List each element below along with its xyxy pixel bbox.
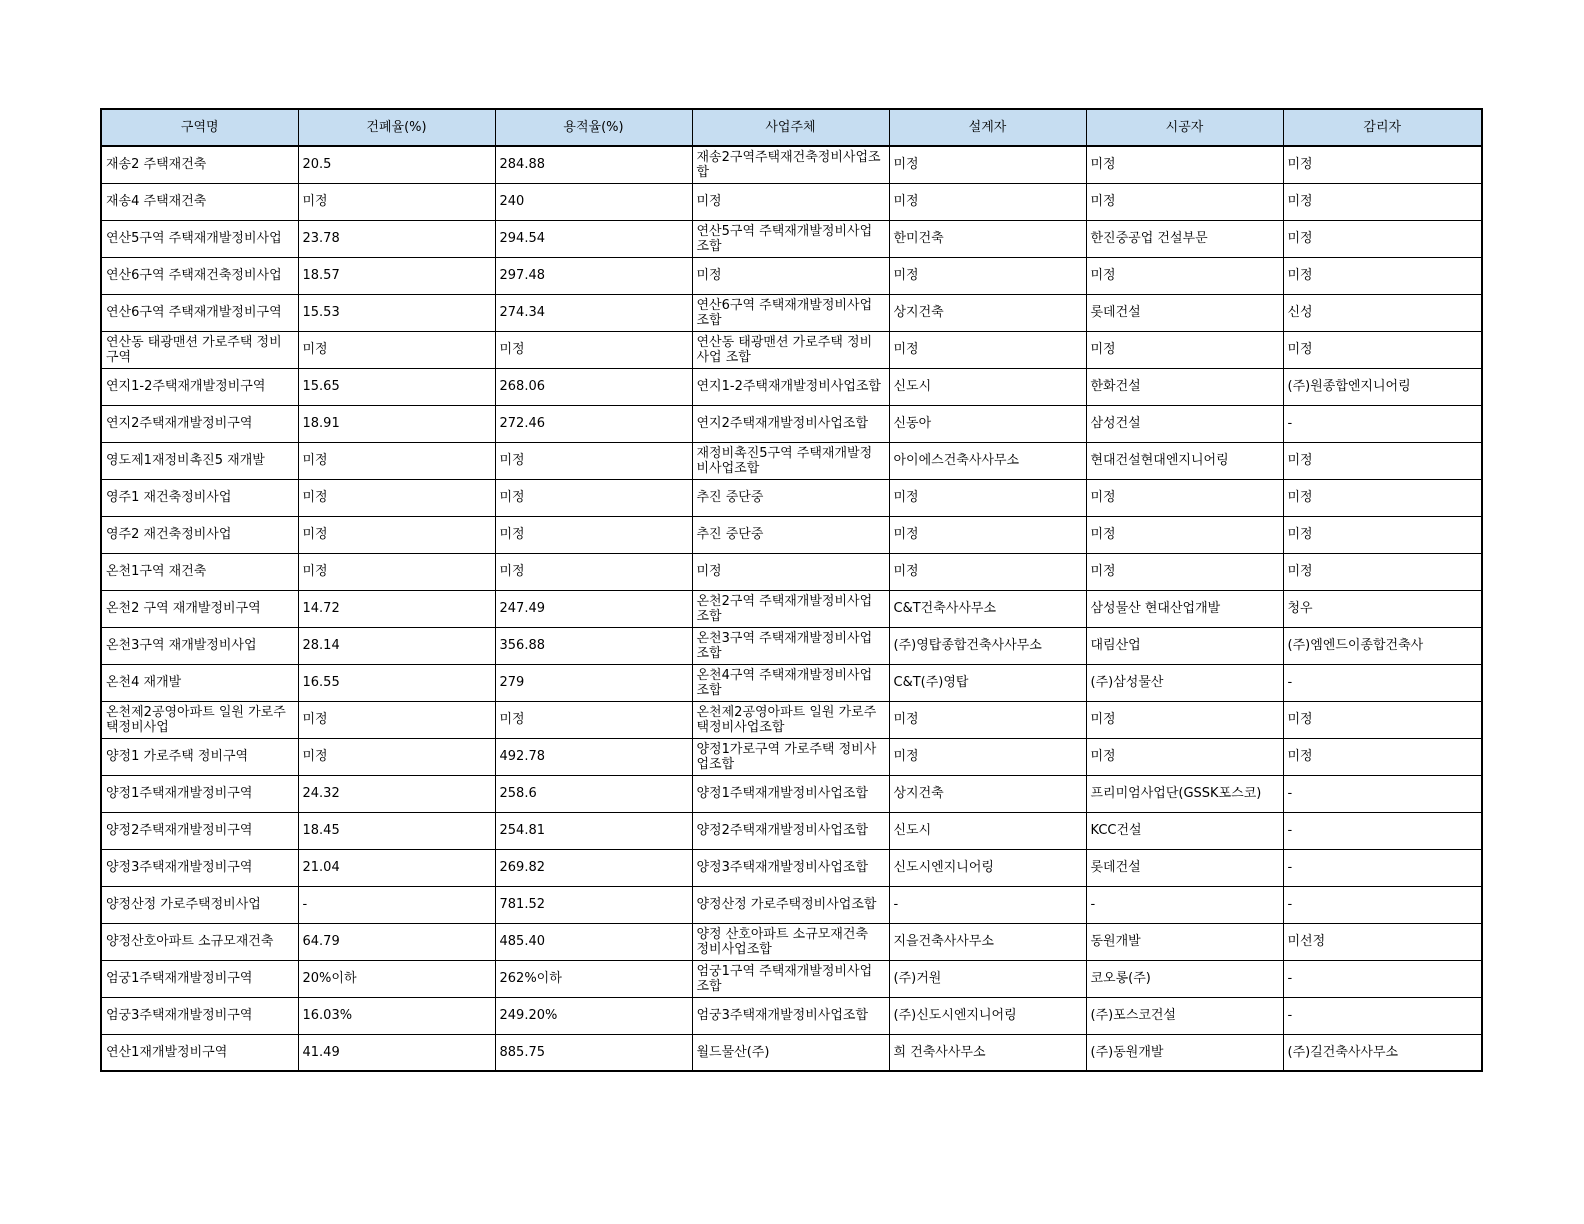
document-page [100,108,1481,1072]
cell-designer: 신도시 [889,812,1086,849]
cell-coverage-ratio: 미정 [298,701,495,738]
cell-coverage-ratio: 미정 [298,183,495,220]
cell-supervisor: 미정 [1283,479,1482,516]
cell-floor-area-ratio: 268.06 [495,368,692,405]
cell-designer: (주)영탑종합건축사사무소 [889,627,1086,664]
cell-designer: 지을건축사사무소 [889,923,1086,960]
table-row [101,849,1482,886]
cell-coverage-ratio: 미정 [298,516,495,553]
cell-supervisor: 미정 [1283,516,1482,553]
cell-contractor: 미정 [1086,257,1283,294]
cell-district: 온천3구역 재개발정비사업 [101,627,298,664]
cell-coverage-ratio: 미정 [298,553,495,590]
table-header-row [101,109,1482,146]
cell-contractor: (주)삼성물산 [1086,664,1283,701]
cell-supervisor: - [1283,960,1482,997]
cell-supervisor: - [1283,664,1482,701]
header-coverage-ratio: 건폐율(%) [298,109,495,146]
cell-project-owner: 양정1가로구역 가로주택 정비사업조합 [692,738,889,775]
cell-coverage-ratio: 28.14 [298,627,495,664]
cell-designer: 상지건축 [889,294,1086,331]
table-row [101,405,1482,442]
header-contractor: 시공자 [1086,109,1283,146]
cell-project-owner: 추진 중단중 [692,516,889,553]
cell-floor-area-ratio: 284.88 [495,146,692,183]
cell-designer: 미정 [889,146,1086,183]
cell-project-owner: 추진 중단중 [692,479,889,516]
header-designer: 설계자 [889,109,1086,146]
cell-project-owner: 월드물산(주) [692,1034,889,1071]
cell-floor-area-ratio: 262%이하 [495,960,692,997]
cell-designer: (주)신도시엔지니어링 [889,997,1086,1034]
table-row [101,997,1482,1034]
cell-project-owner: 연산5구역 주택재개발정비사업조합 [692,220,889,257]
cell-designer: 미정 [889,183,1086,220]
cell-district: 양정3주택재개발정비구역 [101,849,298,886]
table-row [101,553,1482,590]
cell-supervisor: 미정 [1283,738,1482,775]
cell-contractor: 한화건설 [1086,368,1283,405]
cell-designer: 미정 [889,738,1086,775]
cell-designer: 미정 [889,553,1086,590]
cell-designer: 미정 [889,257,1086,294]
cell-supervisor: (주)원종합엔지니어링 [1283,368,1482,405]
table-row [101,590,1482,627]
cell-project-owner: 재송2구역주택재건축정비사업조합 [692,146,889,183]
table-row [101,775,1482,812]
cell-project-owner: 연산6구역 주택재개발정비사업조합 [692,294,889,331]
cell-supervisor: 미정 [1283,220,1482,257]
table-row [101,516,1482,553]
cell-floor-area-ratio: 269.82 [495,849,692,886]
table-row [101,294,1482,331]
cell-contractor: 미정 [1086,331,1283,368]
cell-project-owner: 미정 [692,257,889,294]
table-row [101,738,1482,775]
cell-floor-area-ratio: 미정 [495,553,692,590]
cell-district: 연지1-2주택재개발정비구역 [101,368,298,405]
cell-contractor: 현대건설현대엔지니어링 [1086,442,1283,479]
cell-district: 양정산호아파트 소규모재건축 [101,923,298,960]
cell-coverage-ratio: 미정 [298,479,495,516]
cell-district: 양정2주택재개발정비구역 [101,812,298,849]
cell-supervisor: 미정 [1283,442,1482,479]
cell-floor-area-ratio: 272.46 [495,405,692,442]
cell-supervisor: 미정 [1283,183,1482,220]
cell-contractor: 미정 [1086,738,1283,775]
cell-coverage-ratio: 20.5 [298,146,495,183]
cell-contractor: (주)포스코건설 [1086,997,1283,1034]
cell-supervisor: (주)길건축사사무소 [1283,1034,1482,1071]
cell-coverage-ratio: 16.03% [298,997,495,1034]
cell-designer: 미정 [889,516,1086,553]
cell-district: 온천1구역 재건축 [101,553,298,590]
table-row [101,479,1482,516]
cell-coverage-ratio: 20%이하 [298,960,495,997]
cell-contractor: 대림산업 [1086,627,1283,664]
cell-floor-area-ratio: 885.75 [495,1034,692,1071]
cell-floor-area-ratio: 240 [495,183,692,220]
cell-district: 연산동 태광맨션 가로주택 정비구역 [101,331,298,368]
cell-coverage-ratio: 미정 [298,738,495,775]
cell-coverage-ratio: 15.65 [298,368,495,405]
cell-contractor: 한진중공업 건설부문 [1086,220,1283,257]
cell-coverage-ratio: 14.72 [298,590,495,627]
cell-project-owner: 온천제2공영아파트 일원 가로주택정비사업조합 [692,701,889,738]
cell-floor-area-ratio: 258.6 [495,775,692,812]
header-floor-area-ratio: 용적율(%) [495,109,692,146]
cell-contractor: 롯데건설 [1086,849,1283,886]
cell-district: 연산6구역 주택재건축정비사업 [101,257,298,294]
cell-designer: 희 건축사사무소 [889,1034,1086,1071]
cell-designer: 미정 [889,701,1086,738]
cell-supervisor: 청우 [1283,590,1482,627]
cell-coverage-ratio: 15.53 [298,294,495,331]
cell-floor-area-ratio: 254.81 [495,812,692,849]
cell-contractor: 동원개발 [1086,923,1283,960]
cell-supervisor: - [1283,849,1482,886]
cell-floor-area-ratio: 미정 [495,479,692,516]
table-row [101,701,1482,738]
cell-contractor: 코오롱(주) [1086,960,1283,997]
cell-floor-area-ratio: 247.49 [495,590,692,627]
cell-coverage-ratio: 21.04 [298,849,495,886]
cell-project-owner: 엄궁3주택재개발정비사업조합 [692,997,889,1034]
cell-coverage-ratio: 미정 [298,331,495,368]
cell-contractor: - [1086,886,1283,923]
cell-coverage-ratio: 23.78 [298,220,495,257]
cell-designer: (주)거원 [889,960,1086,997]
cell-coverage-ratio: 18.45 [298,812,495,849]
cell-contractor: 롯데건설 [1086,294,1283,331]
cell-floor-area-ratio: 미정 [495,701,692,738]
cell-designer: - [889,886,1086,923]
cell-project-owner: 양정3주택재개발정비사업조합 [692,849,889,886]
cell-district: 영도제1재정비촉진5 재개발 [101,442,298,479]
cell-project-owner: 양정 산호아파트 소규모재건축 정비사업조합 [692,923,889,960]
header-project-owner: 사업주체 [692,109,889,146]
cell-project-owner: 온천4구역 주택재개발정비사업조합 [692,664,889,701]
cell-contractor: 미정 [1086,146,1283,183]
cell-designer: C&T건축사사무소 [889,590,1086,627]
cell-floor-area-ratio: 294.54 [495,220,692,257]
cell-supervisor: - [1283,997,1482,1034]
cell-floor-area-ratio: 485.40 [495,923,692,960]
cell-contractor: 미정 [1086,516,1283,553]
cell-contractor: KCC건설 [1086,812,1283,849]
table-row [101,331,1482,368]
cell-designer: 신도시엔지니어링 [889,849,1086,886]
cell-district: 온천2 구역 재개발정비구역 [101,590,298,627]
cell-contractor: 미정 [1086,479,1283,516]
cell-floor-area-ratio: 356.88 [495,627,692,664]
cell-supervisor: - [1283,812,1482,849]
cell-supervisor: 미정 [1283,146,1482,183]
cell-district: 엄궁1주택재개발정비구역 [101,960,298,997]
header-district: 구역명 [101,109,298,146]
cell-project-owner: 온천3구역 주택재개발정비사업조합 [692,627,889,664]
cell-supervisor: 미정 [1283,701,1482,738]
table-row [101,368,1482,405]
cell-coverage-ratio: - [298,886,495,923]
cell-designer: C&T(주)영탑 [889,664,1086,701]
cell-designer: 아이에스건축사사무소 [889,442,1086,479]
cell-contractor: 미정 [1086,701,1283,738]
cell-supervisor: 미정 [1283,331,1482,368]
table-row [101,442,1482,479]
cell-contractor: (주)동원개발 [1086,1034,1283,1071]
cell-designer: 미정 [889,479,1086,516]
cell-project-owner: 온천2구역 주택재개발정비사업조합 [692,590,889,627]
cell-district: 온천제2공영아파트 일원 가로주택정비사업 [101,701,298,738]
cell-coverage-ratio: 미정 [298,442,495,479]
cell-coverage-ratio: 18.91 [298,405,495,442]
cell-district: 연산1재개발정비구역 [101,1034,298,1071]
table-row [101,664,1482,701]
cell-floor-area-ratio: 297.48 [495,257,692,294]
cell-supervisor: 신성 [1283,294,1482,331]
cell-floor-area-ratio: 781.52 [495,886,692,923]
cell-supervisor: - [1283,886,1482,923]
cell-project-owner: 미정 [692,553,889,590]
cell-project-owner: 엄궁1구역 주택재개발정비사업조합 [692,960,889,997]
cell-floor-area-ratio: 미정 [495,442,692,479]
cell-district: 온천4 재개발 [101,664,298,701]
cell-project-owner: 양정1주택재개발정비사업조합 [692,775,889,812]
cell-floor-area-ratio: 미정 [495,516,692,553]
cell-coverage-ratio: 18.57 [298,257,495,294]
cell-supervisor: 미정 [1283,553,1482,590]
cell-district: 연산6구역 주택재개발정비구역 [101,294,298,331]
header-supervisor: 감리자 [1283,109,1482,146]
cell-supervisor: - [1283,775,1482,812]
cell-coverage-ratio: 16.55 [298,664,495,701]
cell-project-owner: 양정2주택재개발정비사업조합 [692,812,889,849]
cell-coverage-ratio: 64.79 [298,923,495,960]
cell-coverage-ratio: 41.49 [298,1034,495,1071]
cell-project-owner: 미정 [692,183,889,220]
cell-floor-area-ratio: 274.34 [495,294,692,331]
cell-floor-area-ratio: 249.20% [495,997,692,1034]
cell-district: 영주1 재건축정비사업 [101,479,298,516]
cell-supervisor: (주)엠엔드이종합건축사 [1283,627,1482,664]
cell-contractor: 프리미엄사업단(GSSK포스코) [1086,775,1283,812]
cell-project-owner: 연지1-2주택재개발정비사업조합 [692,368,889,405]
cell-district: 재송4 주택재건축 [101,183,298,220]
cell-contractor: 삼성물산 현대산업개발 [1086,590,1283,627]
cell-designer: 한미건축 [889,220,1086,257]
table-row [101,257,1482,294]
table-row [101,812,1482,849]
cell-project-owner: 양정산정 가로주택정비사업조합 [692,886,889,923]
table-row [101,886,1482,923]
cell-project-owner: 연지2주택재개발정비사업조합 [692,405,889,442]
cell-supervisor: 미정 [1283,257,1482,294]
table-row [101,960,1482,997]
cell-designer: 신동아 [889,405,1086,442]
table-row [101,183,1482,220]
cell-supervisor: 미선정 [1283,923,1482,960]
cell-contractor: 삼성건설 [1086,405,1283,442]
table-row [101,1034,1482,1071]
table-row [101,146,1482,183]
cell-district: 연산5구역 주택재개발정비사업 [101,220,298,257]
table-row [101,923,1482,960]
cell-district: 양정1주택재개발정비구역 [101,775,298,812]
cell-district: 양정1 가로주택 정비구역 [101,738,298,775]
cell-supervisor: - [1283,405,1482,442]
table-row [101,627,1482,664]
table-row [101,220,1482,257]
cell-designer: 상지건축 [889,775,1086,812]
table-body [101,146,1482,1071]
cell-floor-area-ratio: 492.78 [495,738,692,775]
cell-district: 영주2 재건축정비사업 [101,516,298,553]
cell-project-owner: 연산동 태광맨션 가로주택 정비사업 조합 [692,331,889,368]
cell-contractor: 미정 [1086,183,1283,220]
cell-floor-area-ratio: 미정 [495,331,692,368]
cell-district: 엄궁3주택재개발정비구역 [101,997,298,1034]
cell-project-owner: 재정비촉진5구역 주택재개발정비사업조합 [692,442,889,479]
cell-district: 재송2 주택재건축 [101,146,298,183]
cell-designer: 신도시 [889,368,1086,405]
cell-district: 연지2주택재개발정비구역 [101,405,298,442]
cell-coverage-ratio: 24.32 [298,775,495,812]
cell-district: 양정산정 가로주택정비사업 [101,886,298,923]
cell-contractor: 미정 [1086,553,1283,590]
cell-designer: 미정 [889,331,1086,368]
cell-floor-area-ratio: 279 [495,664,692,701]
redevelopment-table [100,108,1483,1072]
